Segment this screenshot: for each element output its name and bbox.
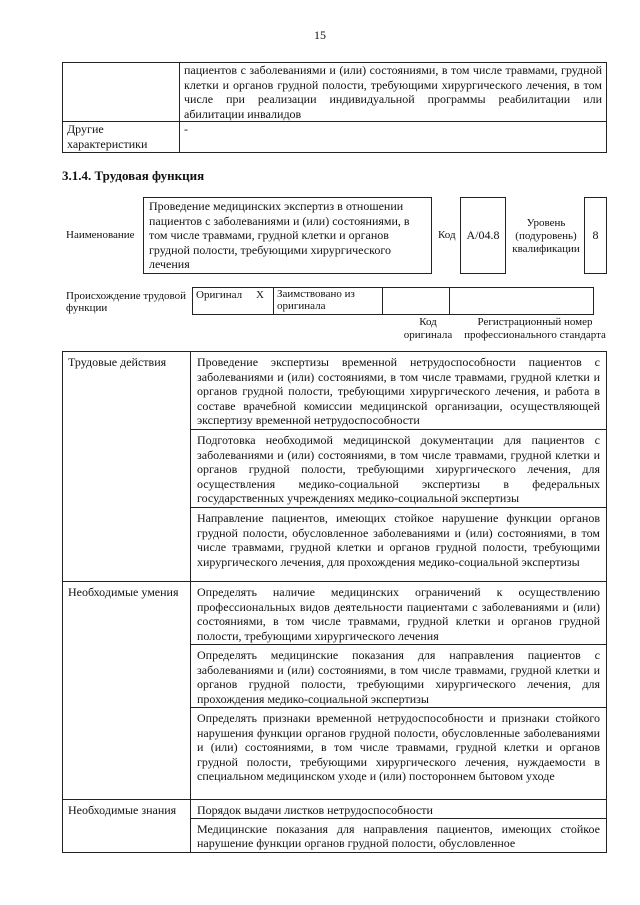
table-row [63, 800, 607, 819]
continuation-table [62, 62, 607, 153]
function-details-table [62, 351, 607, 853]
table-row [63, 582, 607, 645]
name-label: Наименование [66, 229, 135, 241]
section-title: 3.1.4. Трудовая функция [62, 168, 205, 183]
table-row [63, 63, 607, 122]
function-name-value: Проведение медицинских экспертиз в отношении пациентов с заболеваниями и (или) состояниями, в том числе травмами, грудной клетки и органов грудной полости, требующими хирургического лечения [143, 197, 432, 274]
section-label: Трудовые действия [63, 352, 191, 582]
page-number: 15 [314, 28, 326, 42]
table-cell: Проведение экспертизы временной нетрудоспособности пациентов с заболеваниями и (или) состояниями, в том числе травмами, грудной клетки и органов грудной полости, требующими хирургического лечения, и работа в составе врачебной комиссии медицинской организации, осуществляющей экспертизу временной нетрудоспособности [191, 352, 607, 430]
section-label: Необходимые умения [63, 582, 191, 800]
original-mark: Х [247, 288, 274, 315]
table-row [63, 352, 607, 430]
origin-reg-cell [450, 288, 594, 315]
origin-table [192, 287, 594, 315]
table-cell: Порядок выдачи листков нетрудоспособности [191, 800, 607, 819]
row-label [63, 63, 180, 122]
row-text: пациентов с заболеваниями и (или) состояниями, в том числе травмами, грудной клетки и органов грудной полости, требующими хирургического лечения, в том числе при реализации индивидуальной программы реабилитации или абилитации инвалидов [180, 63, 607, 122]
row-label: Другие характеристики [63, 122, 180, 153]
borrowed-label: Заимствовано из оригинала [274, 288, 383, 315]
section-label: Необходимые знания [63, 800, 191, 853]
origin-label: Происхождение трудовой функции [66, 290, 187, 314]
code-label: Код [438, 229, 456, 241]
function-code-value: А/04.8 [460, 197, 506, 274]
origin-code-cell [383, 288, 450, 315]
table-cell: Медицинские показания для направления пациентов, имеющих стойкое нарушение функции органов грудной полости, обусловленное [191, 818, 607, 852]
original-label: Оригинал [193, 288, 248, 315]
table-cell: Направление пациентов, имеющих стойкое нарушение функции органов грудной полости, обусловленное заболеваниями и (или) состояниями, в том числе травмами, грудной клетки и органов грудной полости, требующими хирургического лечения, для прохождения медико-социальной экспертизы [191, 508, 607, 582]
table-row [63, 122, 607, 153]
table-cell: Определять медицинские показания для направления пациентов с заболеваниями и (или) состояниями, в том числе травмами, грудной клетки и органов грудной полости, требующими хирургического лечения, для прохождения медико-социальной экспертизы [191, 645, 607, 708]
reg-number-label: Регистрационный номер профессионального стандарта [464, 316, 606, 341]
table-cell: Определять признаки временной нетрудоспособности и признаки стойкого нарушения функции органов грудной полости, обусловленные заболеваниями и (или) состояниями, в том числе травмами, грудной клетки и органов грудной полости, требующими хирургического лечения, нуждаемости в специальном медицинском уходе и (или) постороннем бытовом уходе [191, 708, 607, 800]
level-label: Уровень (подуровень) квалификации [512, 217, 580, 255]
row-text: - [180, 122, 607, 153]
level-value: 8 [584, 197, 607, 274]
code-original-label: Код оригинала [403, 316, 453, 341]
table-cell: Определять наличие медицинских ограничений к осуществлению профессиональных видов деятельности пациентами с заболеваниями и (или) состояниями, в том числе травмами, грудной клетки и органов грудной полости, требующими хирургического лечения [191, 582, 607, 645]
table-cell: Подготовка необходимой медицинской документации для пациентов с заболеваниями и (или) состояниями, в том числе травмами, грудной клетки и органов грудной полости, требующими хирургического лечения, для осуществления медико-социальной экспертизы в федеральных государственных учреждениях медико-социальной экспертизы [191, 430, 607, 508]
